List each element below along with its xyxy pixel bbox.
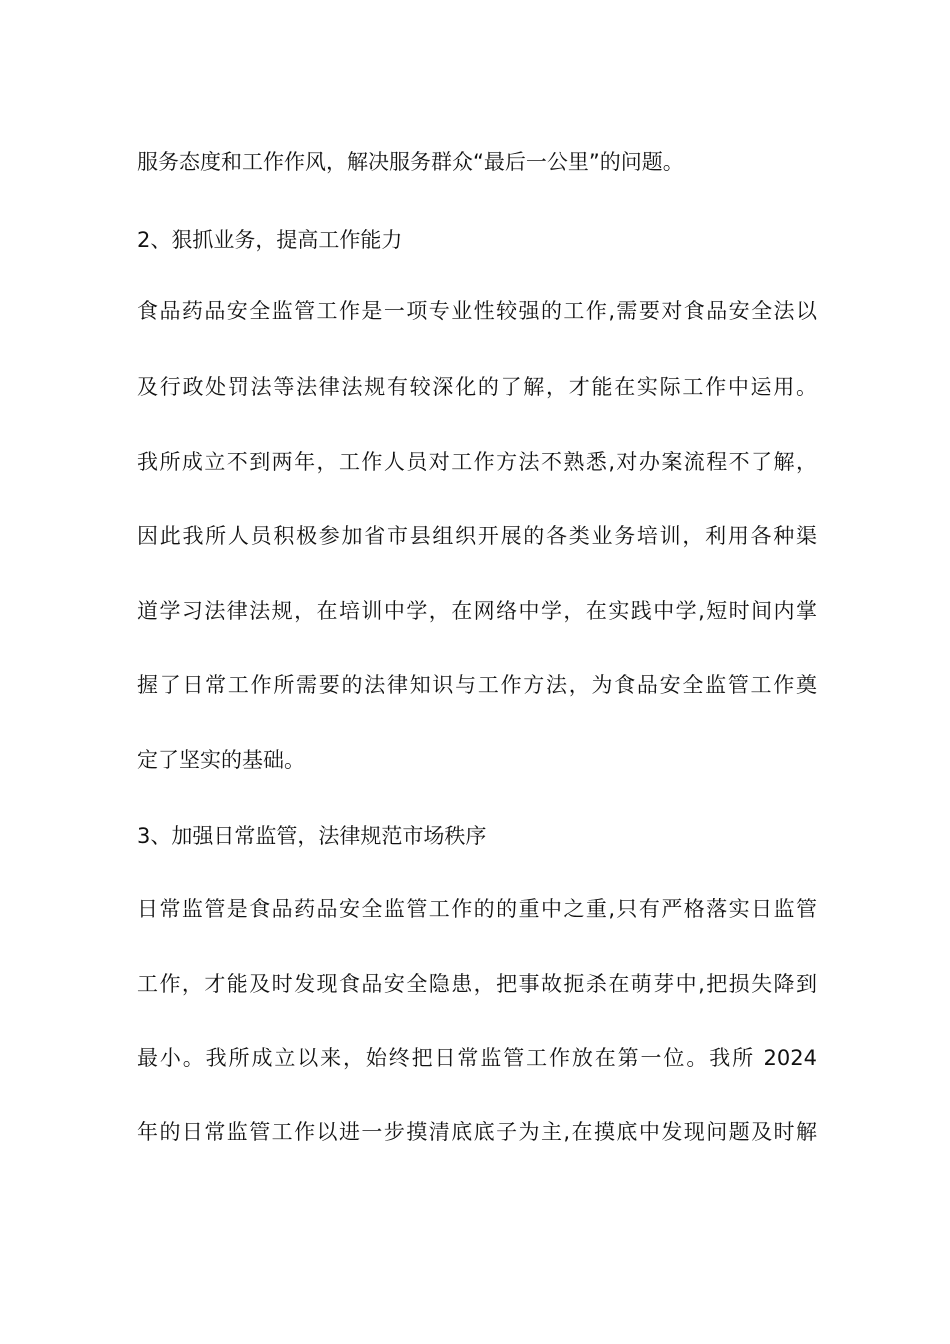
text-line-3: 食品药品安全监管工作是一项专业性较强的工作,需要对食品安全法以 [137,299,817,323]
text-line-13: 最小。我所成立以来，始终把日常监管工作放在第一位。我所 2024 [137,1046,817,1070]
text-line-7: 道学习法律法规，在培训中学，在网络中学，在实践中学,短时间内掌 [137,599,817,623]
text-line-11: 日常监管是食品药品安全监管工作的的重中之重,只有严格落实日监管 [137,897,817,921]
text-line-12: 工作，才能及时发现食品安全隐患，把事故扼杀在萌芽中,把损失降到 [137,972,817,996]
text-line-9: 定了坚实的基础。 [137,748,305,772]
text-line-8: 握了日常工作所需要的法律知识与工作方法，为食品安全监管工作奠 [137,673,817,697]
text-line-1: 服务态度和工作作风，解决服务群众“最后一公里”的问题。 [137,150,684,174]
text-line-4: 及行政处罚法等法律法规有较深化的了解，才能在实际工作中运用。 [137,375,817,399]
text-line-14: 年的日常监管工作以进一步摸清底底子为主,在摸底中发现问题及时解 [137,1120,817,1144]
section-heading-3: 3、加强日常监管，法律规范市场秩序 [137,824,487,848]
text-line-6: 因此我所人员积极参加省市县组织开展的各类业务培训，利用各种渠 [137,524,817,548]
text-line-5: 我所成立不到两年，工作人员对工作方法不熟悉,对办案流程不了解， [137,450,817,474]
section-heading-2: 2、狠抓业务，提高工作能力 [137,228,403,252]
